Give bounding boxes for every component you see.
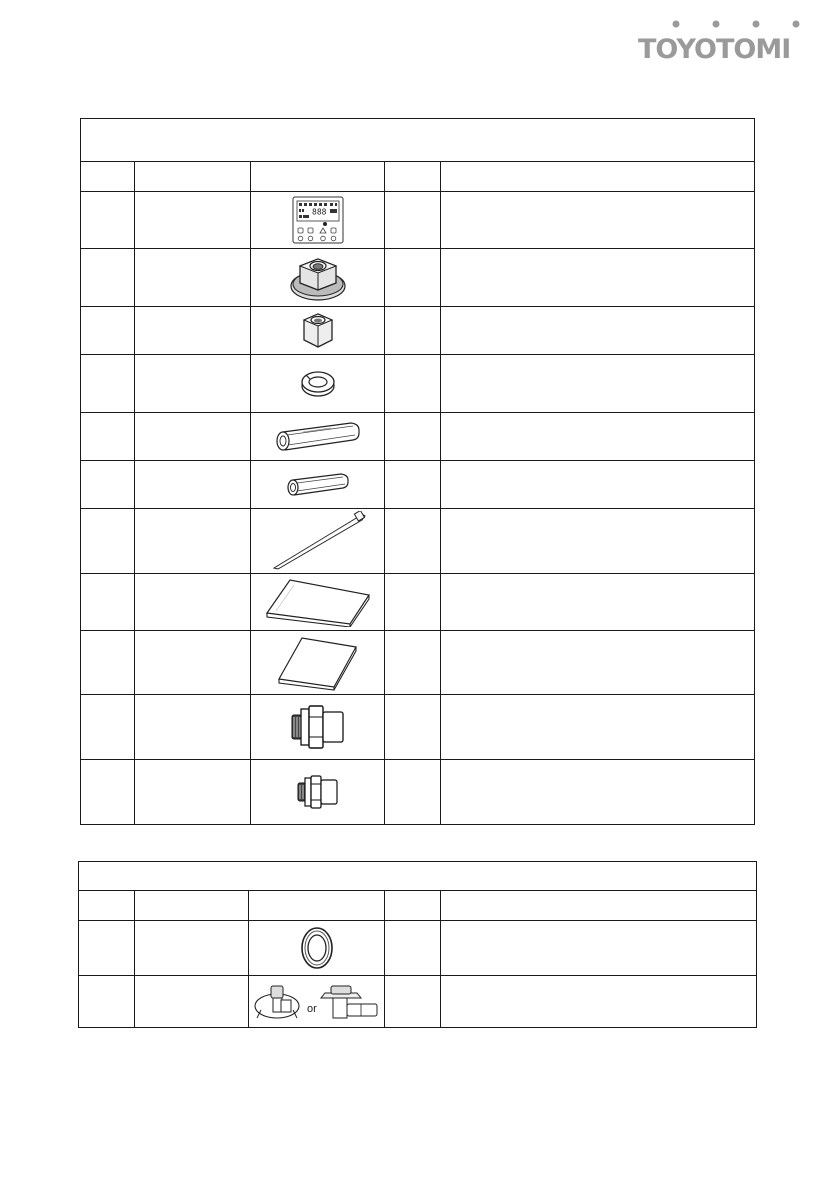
cell-quantity bbox=[385, 192, 441, 249]
table-title-row bbox=[79, 862, 757, 891]
cell-name bbox=[135, 760, 251, 825]
cell-shape bbox=[251, 461, 385, 509]
cell-usage bbox=[441, 631, 755, 695]
cell-shape bbox=[251, 249, 385, 307]
cell-usage bbox=[441, 413, 755, 461]
cell-quantity bbox=[385, 355, 441, 413]
table-row bbox=[81, 509, 755, 574]
table-row bbox=[81, 192, 755, 249]
wired-controller-icon bbox=[290, 195, 346, 245]
header-row bbox=[81, 162, 755, 192]
drain-joint-type-b-icon bbox=[321, 986, 377, 1018]
cell-shape bbox=[251, 509, 385, 574]
table-title bbox=[79, 862, 757, 891]
sponge-pad-small-icon bbox=[276, 635, 360, 691]
cell-name bbox=[135, 976, 249, 1028]
logo-text: TOYOTOMI bbox=[638, 34, 791, 62]
cell-no bbox=[81, 509, 135, 574]
cable-tie-icon bbox=[268, 511, 368, 571]
cell-usage bbox=[441, 976, 757, 1028]
pipe-joint-large-icon bbox=[288, 701, 348, 753]
cell-shape bbox=[251, 695, 385, 760]
table-row bbox=[81, 574, 755, 631]
cell-name bbox=[135, 413, 251, 461]
cell-usage bbox=[441, 760, 755, 825]
cell-usage bbox=[441, 249, 755, 307]
cell-no bbox=[81, 574, 135, 631]
header-shape bbox=[251, 162, 385, 192]
cell-usage bbox=[441, 307, 755, 355]
cell-name bbox=[135, 307, 251, 355]
cell-quantity bbox=[385, 921, 441, 976]
cell-no bbox=[81, 413, 135, 461]
cell-no bbox=[81, 631, 135, 695]
cell-name bbox=[135, 509, 251, 574]
cell-no bbox=[79, 921, 135, 976]
table-row bbox=[81, 631, 755, 695]
table-row bbox=[81, 695, 755, 760]
cell-no bbox=[81, 695, 135, 760]
cell-name bbox=[135, 695, 251, 760]
cell-no bbox=[81, 307, 135, 355]
header-no bbox=[79, 891, 135, 921]
header-usage bbox=[441, 162, 755, 192]
or-label: or bbox=[306, 1002, 317, 1015]
cell-name bbox=[135, 249, 251, 307]
header-row bbox=[79, 891, 757, 921]
accessories-table bbox=[80, 118, 755, 825]
cell-name bbox=[135, 192, 251, 249]
header-name bbox=[135, 162, 251, 192]
cell-name bbox=[135, 355, 251, 413]
insulation-tube-short-icon bbox=[283, 470, 353, 500]
cell-no bbox=[79, 976, 135, 1028]
cell-shape bbox=[251, 355, 385, 413]
cell-usage bbox=[441, 921, 757, 976]
cell-shape bbox=[251, 760, 385, 825]
cell-usage bbox=[441, 509, 755, 574]
flange-nut-icon bbox=[288, 253, 348, 303]
table-title bbox=[81, 119, 755, 162]
cell-quantity bbox=[385, 631, 441, 695]
cell-shape bbox=[251, 307, 385, 355]
cell-quantity bbox=[385, 413, 441, 461]
cell-no bbox=[81, 192, 135, 249]
table-row bbox=[81, 307, 755, 355]
cell-quantity bbox=[385, 307, 441, 355]
cell-no bbox=[81, 461, 135, 509]
cell-shape bbox=[251, 413, 385, 461]
table-row bbox=[81, 760, 755, 825]
cell-quantity bbox=[385, 509, 441, 574]
sponge-pad-large-icon bbox=[264, 577, 372, 627]
header-quantity bbox=[385, 891, 441, 921]
header-quantity bbox=[385, 162, 441, 192]
seal-ring-icon bbox=[297, 924, 337, 972]
table-row bbox=[81, 355, 755, 413]
cell-name bbox=[135, 461, 251, 509]
cell-shape bbox=[251, 574, 385, 631]
header-usage bbox=[441, 891, 757, 921]
cell-no bbox=[81, 355, 135, 413]
cell-usage bbox=[441, 192, 755, 249]
svg-text:888: 888 bbox=[311, 207, 326, 217]
cell-quantity bbox=[385, 249, 441, 307]
table-row bbox=[79, 976, 757, 1028]
cell-shape bbox=[249, 976, 385, 1028]
drain-joint-icon bbox=[251, 982, 383, 1022]
cell-shape bbox=[249, 921, 385, 976]
optional-accessories-table bbox=[78, 861, 757, 1028]
cell-name bbox=[135, 574, 251, 631]
toyotomi-logo bbox=[636, 20, 804, 62]
cell-no bbox=[81, 760, 135, 825]
cell-quantity bbox=[385, 976, 441, 1028]
insulation-tube-long-icon bbox=[273, 420, 363, 454]
header-no bbox=[81, 162, 135, 192]
cell-usage bbox=[441, 574, 755, 631]
table-row bbox=[79, 921, 757, 976]
cell-no bbox=[81, 249, 135, 307]
header-shape bbox=[249, 891, 385, 921]
spring-washer-icon bbox=[298, 369, 338, 399]
header-name bbox=[135, 891, 249, 921]
cell-quantity bbox=[385, 574, 441, 631]
pipe-joint-small-icon bbox=[295, 772, 341, 812]
cell-usage bbox=[441, 695, 755, 760]
cell-shape bbox=[251, 631, 385, 695]
table-title-row bbox=[81, 119, 755, 162]
drain-joint-type-a-icon bbox=[255, 986, 299, 1018]
cell-quantity bbox=[385, 695, 441, 760]
cell-name bbox=[135, 921, 249, 976]
table-row bbox=[81, 413, 755, 461]
cell-usage bbox=[441, 355, 755, 413]
cell-shape bbox=[251, 192, 385, 249]
table-row bbox=[81, 461, 755, 509]
cell-quantity bbox=[385, 461, 441, 509]
hex-nut-icon bbox=[298, 311, 338, 351]
cell-name bbox=[135, 631, 251, 695]
cell-usage bbox=[441, 461, 755, 509]
table-row bbox=[81, 249, 755, 307]
cell-quantity bbox=[385, 760, 441, 825]
